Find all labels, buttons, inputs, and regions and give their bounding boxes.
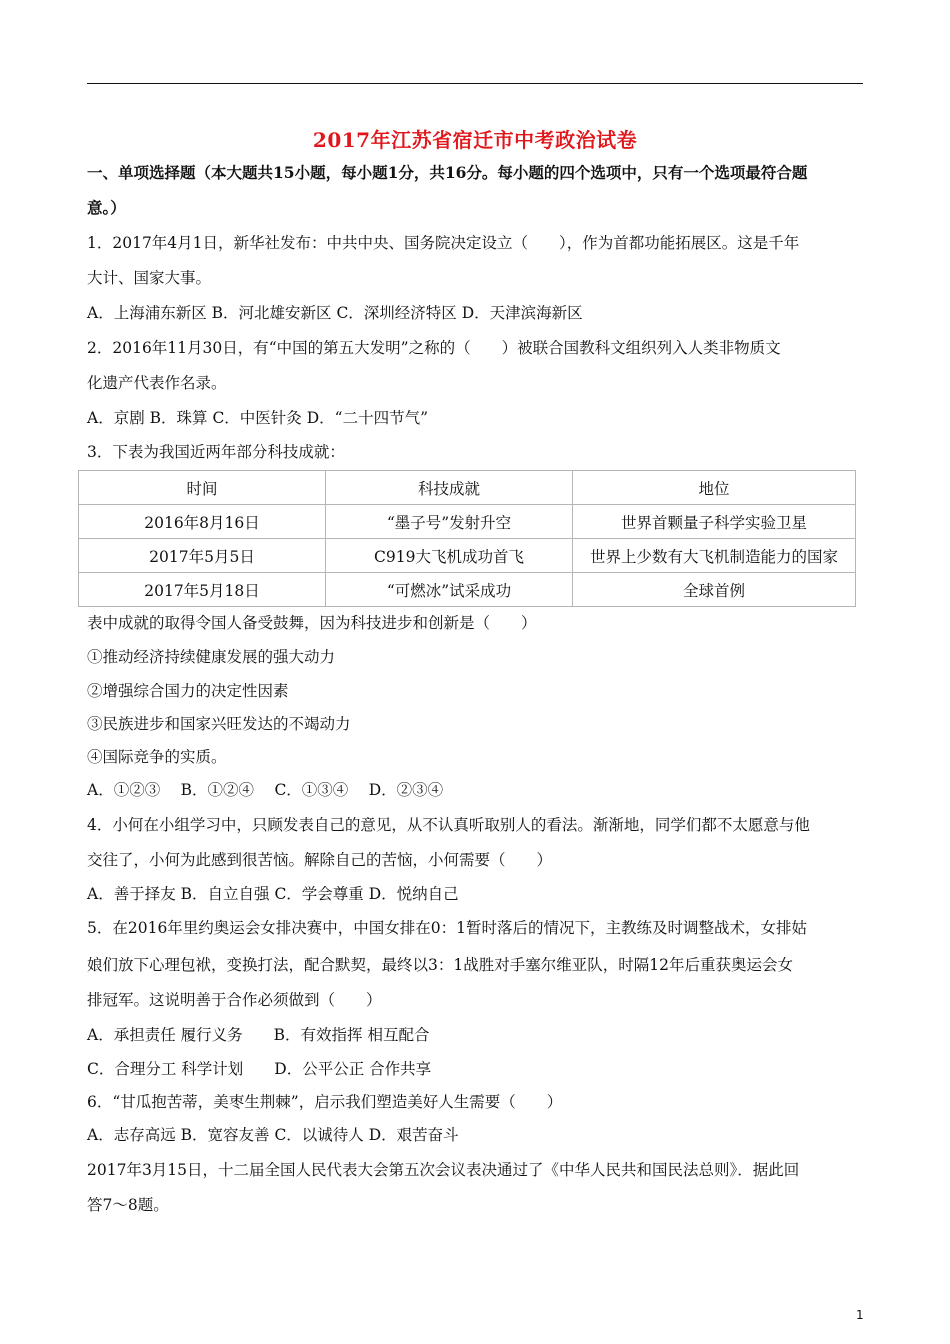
- table-row: [79, 505, 856, 539]
- question-6: 6．“甘瓜抱苦蒂，美枣生荆棘”，启示我们塑造美好人生需要（ ）: [87, 1093, 563, 1111]
- exam-title: 2017年江苏省宿迁市中考政治试卷: [312, 128, 638, 152]
- passage-7-8: 2017年3月15日，十二届全国人民代表大会第五次会议表决通过了《中华人民共和国民法总则》．据此回: [87, 1161, 800, 1179]
- question-3-stem: 表中成就的取得令国人备受鼓舞，因为科技进步和创新是（ ）: [87, 614, 537, 632]
- table-cell: C919大飞机成功首飞: [326, 539, 573, 573]
- statement-4: ④国际竞争的实质。: [87, 748, 227, 766]
- question-1: 1．2017年4月1日，新华社发布：中共中央、国务院决定设立（ ），作为首都功能拓展区。这是千年: [87, 234, 800, 252]
- question-2-options: A．京剧 B．珠算 C．中医针灸 D．“二十四节气”: [87, 409, 429, 427]
- statement-1: ①推动经济持续健康发展的强大动力: [87, 648, 336, 666]
- table-header-cell: 地位: [573, 471, 856, 505]
- statement-3: ③民族进步和国家兴旺发达的不竭动力: [87, 715, 351, 733]
- question-6-options: A．志存高远 B．宽容友善 C．以诚待人 D．艰苦奋斗: [87, 1126, 459, 1144]
- section-heading: 一、单项选择题（本大题共15小题，每小题1分，共16分。每小题的四个选项中，只有一个选项最符合题: [87, 163, 808, 182]
- question-5-options-ab: A．承担责任 履行义务 B．有效指挥 相互配合: [87, 1026, 430, 1044]
- table-cell: 世界上少数有大飞机制造能力的国家: [573, 539, 856, 573]
- table-row: [79, 573, 856, 607]
- question-4-cont: 交往了，小何为此感到很苦恼。解除自己的苦恼，小何需要（ ）: [87, 851, 553, 869]
- question-5-cont: 娘们放下心理包袱，变换打法，配合默契，最终以3：1战胜对手塞尔维亚队，时隔12年后重获奥运会女: [87, 956, 793, 974]
- table-header-row: [79, 471, 856, 505]
- question-2: 2．2016年11月30日，有“中国的第五大发明”之称的（ ）被联合国教科文组织列入人类非物质文: [87, 339, 781, 357]
- table-row: [79, 539, 856, 573]
- statement-2: ②增强综合国力的决定性因素: [87, 682, 289, 700]
- achievements-table: [78, 470, 856, 607]
- header-rule: [87, 83, 863, 84]
- question-3: 3．下表为我国近两年部分科技成就：: [87, 443, 345, 461]
- table-cell: 2016年8月16日: [79, 505, 326, 539]
- table-header-cell: 时间: [79, 471, 326, 505]
- question-1-options: A．上海浦东新区 B．河北雄安新区 C．深圳经济特区 D．天津滨海新区: [87, 304, 583, 322]
- question-2-cont: 化遗产代表作名录。: [87, 374, 227, 392]
- question-5: 5．在2016年里约奥运会女排决赛中，中国女排在0：1暂时落后的情况下，主教练及时调整战术，女排姑: [87, 919, 808, 937]
- question-4: 4．小何在小组学习中，只顾发表自己的意见，从不认真听取别人的看法。渐渐地，同学们都不太愿意与他: [87, 816, 810, 834]
- table-cell: “可燃冰”试采成功: [326, 573, 573, 607]
- question-3-options: A．①②③ B．①②④ C．①③④ D．②③④: [87, 781, 444, 799]
- table-header-cell: 科技成就: [326, 471, 573, 505]
- passage-7-8-cont: 答7～8题。: [87, 1196, 169, 1214]
- question-1-cont: 大计、国家大事。: [87, 269, 212, 287]
- table-cell: “墨子号”发射升空: [326, 505, 573, 539]
- question-5-options-cd: C．合理分工 科学计划 D．公平公正 合作共享: [87, 1060, 432, 1078]
- question-4-options: A．善于择友 B．自立自强 C．学会尊重 D．悦纳自己: [87, 885, 459, 903]
- question-5-cont-2: 排冠军。这说明善于合作必须做到（ ）: [87, 991, 382, 1009]
- table-cell: 2017年5月5日: [79, 539, 326, 573]
- page-number: 1: [856, 1308, 864, 1322]
- section-heading-cont: 意。）: [87, 198, 126, 217]
- table-cell: 世界首颗量子科学实验卫星: [573, 505, 856, 539]
- table-cell: 2017年5月18日: [79, 573, 326, 607]
- table-cell: 全球首例: [573, 573, 856, 607]
